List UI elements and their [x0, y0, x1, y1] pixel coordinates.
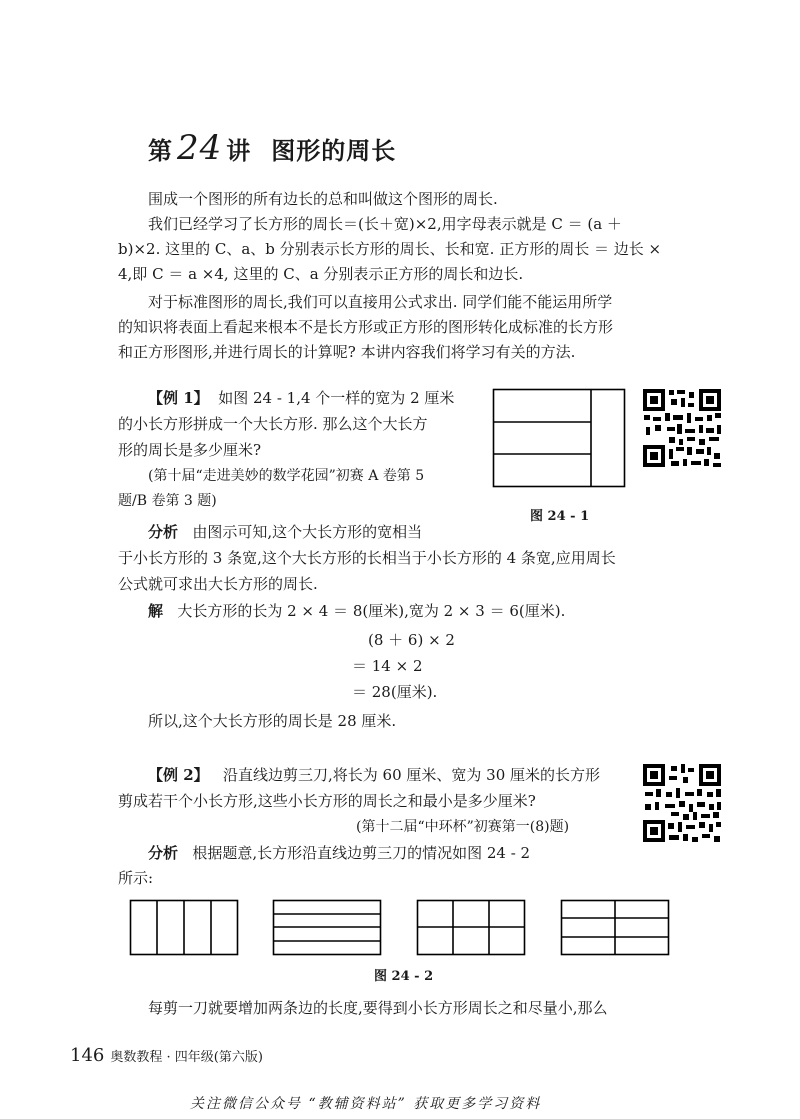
equation-line-3: ＝ 28(厘米). [352, 683, 438, 701]
example-2-analysis-line-2: 所示: [118, 869, 154, 887]
cut-option-horizontal-4-strips [273, 901, 381, 955]
solution-label: 解 [148, 602, 164, 620]
example-1-line-3: 形的周长是多少厘米? [118, 441, 262, 459]
figure-24-2 [130, 900, 670, 956]
example-2-continuation: 每剪一刀就要增加两条边的长度,要得到小长方形周长之和尽量小,那么 [148, 999, 608, 1017]
example-1-line-2: 的小长方形拼成一个大长方形. 那么这个大长方 [118, 415, 428, 433]
equation-line-1: (8 ＋ 6) × 2 [368, 631, 455, 649]
intro-paragraph-3-line-2: 的知识将表面上看起来根本不是长方形或正方形的图形转化成标准的长方形 [118, 318, 614, 336]
cut-option-two-vertical-one-horizontal [417, 900, 525, 955]
example-2-source: (第十二届“中环杯”初赛第一(8)题) [356, 819, 570, 835]
page-number: 146 [70, 1045, 105, 1066]
example-2-text: 沿直线边剪三刀,将长为 60 厘米、宽为 30 厘米的长方形 [222, 766, 601, 784]
lecture-number: 24 [177, 128, 223, 168]
analysis-text: 根据题意,长方形沿直线边剪三刀的情况如图 24 - 2 [192, 844, 531, 862]
example-1-label: 【例 1】 [148, 389, 209, 407]
title-prefix: 第 [148, 136, 173, 165]
cut-option-vertical-4-strips [131, 900, 238, 955]
analysis-text: 由图示可知,这个大长方形的宽相当 [192, 523, 423, 541]
title-suffix: 讲 [226, 136, 252, 165]
page-footer [70, 1045, 263, 1066]
intro-paragraph-3-line-1: 对于标准图形的周长,我们可以直接用公式求出. 同学们能不能运用所学 [148, 293, 613, 311]
intro-paragraph-3-line-3: 和正方形图形,并进行周长的计算呢? 本讲内容我们将学习有关的方法. [118, 343, 576, 361]
example-1-conclusion: 所以,这个大长方形的周长是 28 厘米. [148, 712, 397, 730]
big-rectangle [494, 390, 625, 487]
example-2-line-2: 剪成若干个小长方形,这些小长方形的周长之和最小是多少厘米? [118, 792, 536, 810]
example-2-label: 【例 2】 [148, 766, 209, 784]
intro-paragraph-2-line-2: b)×2. 这里的 C、a、b 分别表示长方形的周长、长和宽. 正方形的周长 ＝ 边长 × [118, 240, 662, 258]
example-2-line-1 [148, 762, 600, 788]
example-1-analysis-line-1 [148, 519, 422, 545]
figure-24-1-caption: 图 24 - 1 [530, 509, 590, 524]
example-1-solution-line [148, 598, 565, 624]
example-1-source-1: (第十届“走进美妙的数学花园”初赛 A 卷第 5 [148, 468, 425, 484]
example-1-line-1 [148, 385, 454, 411]
solution-text: 大长方形的长为 2 × 4 ＝ 8(厘米),宽为 2 × 3 ＝ 6(厘米). [177, 602, 566, 620]
example-1-analysis-line-3: 公式就可求出大长方形的周长. [118, 575, 318, 593]
equation-line-2: ＝ 14 × 2 [352, 657, 423, 675]
example-2-analysis-line-1 [148, 840, 530, 866]
qr-code-icon[interactable] [641, 387, 723, 469]
qr-code-icon[interactable] [641, 762, 723, 844]
example-1-analysis-line-2: 于小长方形的 3 条宽,这个大长方形的长相当于小长方形的 4 条宽,应用周长 [118, 549, 616, 567]
intro-paragraph-2-line-3: 4,即 C ＝ a ×4, 这里的 C、a 分别表示正方形的周长和边长. [118, 265, 524, 283]
watermark-note: 关注微信公众号 “教辅资料站” 获取更多学习资料 [190, 1096, 542, 1112]
cut-option-one-vertical-two-horizontal [561, 900, 669, 955]
example-1-source-2: 题/B 卷第 3 题) [118, 493, 217, 509]
page-title [148, 128, 396, 168]
lecture-name: 图形的周长 [271, 136, 397, 165]
example-1-text: 如图 24 - 1,4 个一样的宽为 2 厘米 [218, 389, 455, 407]
book-title: 奥数教程 · 四年级(第六版) [110, 1050, 263, 1065]
figure-24-2-caption: 图 24 - 2 [374, 969, 434, 984]
figure-24-1 [493, 389, 625, 487]
intro-paragraph-1: 围成一个图形的所有边长的总和叫做这个图形的周长. [148, 190, 498, 208]
analysis-label: 分析 [148, 523, 179, 541]
intro-paragraph-2-line-1: 我们已经学习了长方形的周长＝(长＋宽)×2,用字母表示就是 C ＝ (a ＋ [148, 215, 622, 233]
analysis-label: 分析 [148, 844, 179, 862]
